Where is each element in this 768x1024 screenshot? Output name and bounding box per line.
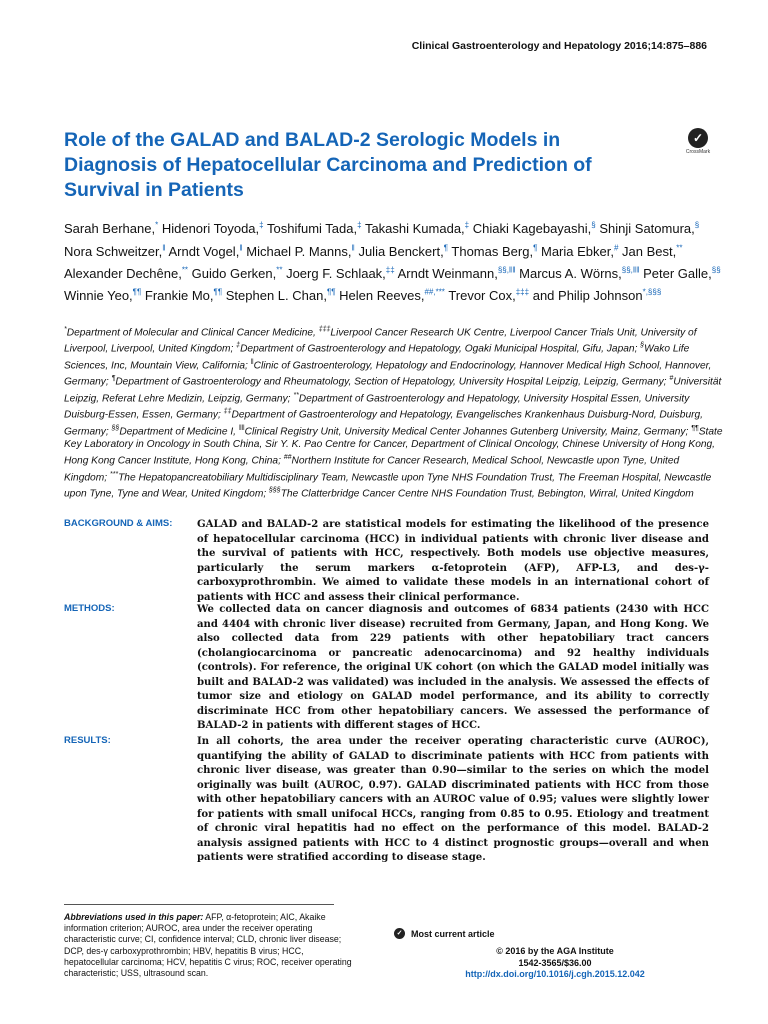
author	[473, 221, 596, 236]
author-name: Thomas Berg,	[451, 243, 534, 259]
affiliation-text: Clinical Registry Unit, University Medical Center Johannes Gutenberg University, Mainz, Germany;	[244, 426, 692, 438]
abbreviations-lead: Abbreviations used in this paper:	[64, 912, 204, 922]
affiliation-mark: §	[640, 342, 645, 350]
author	[267, 221, 362, 236]
author-name: Winnie Yeo,	[64, 288, 133, 304]
author-affiliation-mark: *	[155, 221, 159, 230]
affiliation-mark: ‡	[236, 342, 241, 350]
author-name: Marcus A. Wörns,	[519, 265, 622, 281]
abbreviations-text: AFP, α-fetoprotein; AIC, Akaike information criterion; AUROC, area under the receiver operating characteristic curve; CI, confidence interval; CLD, chronic liver disease; DCP, des-γ carboxyprothrombin; HBV, hepatitis B virus; HCC, hepatocellular carcinoma; HCV, hepatitis C virus; ROC, receiver operating characteristic; USS, ultrasound scan.	[64, 912, 352, 979]
author-name: Alexander Dechêne,	[64, 265, 182, 281]
author-name: Joerg F. Schlaak,	[286, 265, 386, 281]
affiliation-mark: **	[293, 391, 299, 399]
author	[365, 221, 469, 236]
footer-divider	[64, 904, 334, 905]
author-affiliation-mark: §§,‖‖	[621, 265, 640, 275]
abbreviations-note	[64, 912, 354, 979]
crossmark-label: CrossMark	[685, 149, 711, 155]
author-affiliation-mark: ‡	[259, 221, 264, 230]
affiliation-mark: ***	[109, 470, 119, 478]
author-affiliation-mark: §	[694, 221, 700, 230]
author-name: Frankie Mo,	[144, 288, 214, 304]
author-name: Jan Best,	[622, 243, 677, 259]
copyright-line: © 2016 by the AGA Institute	[496, 946, 614, 956]
author-list	[64, 216, 724, 305]
author-name: Toshifumi Tada,	[267, 221, 358, 237]
affiliation-mark: ‖	[250, 358, 254, 366]
author	[192, 266, 283, 281]
author-affiliation-mark: ‖	[162, 243, 166, 253]
affiliation-mark: ‡‡	[223, 408, 232, 416]
crossmark-badge[interactable]	[680, 128, 716, 155]
affiliation-text: Department of Molecular and Clinical Cancer Medicine,	[66, 327, 319, 339]
section-body: In all cohorts, the area under the receiver operating characteristic curve (AUROC), quantifying the ability of GALAD to discriminate patients with HCC from patients with chronic liver disease, was greater than 0.90—similar to the series on which the model originally was built (AUROC, 0.97). GALAD discriminated patients with HCC from those with other hepatobiliary cancers with an AUROC value of 0.95; values were slightly lower for patients with small unifocal HCCs, ranging from 0.85 to 0.95. Etiology and treatment of chronic viral hepatitis had no effect on the performance of this model. BALAD-2 analysis assigned patients with HCC to 4 distinct prognostic groups—overall and when patients were stratified according to disease stage.	[197, 736, 709, 863]
author-affiliation-mark: §§,‖‖	[497, 265, 516, 275]
author-name: Arndt Vogel,	[168, 243, 240, 259]
author	[64, 288, 141, 303]
affiliation-text: Department of Gastroenterology and Hepatology, University Hospital Essen, University Duisburg-Essen, Essen, Germany;	[64, 393, 690, 421]
affiliation-mark: #	[669, 375, 674, 383]
section-body: We collected data on cancer diagnosis and outcomes of 6834 patients (2430 with HCC and 4404 with chronic liver disease) recruited from Germany, Japan, and Hong Kong. We also collected data from 229 patients with other hepatobiliary tract cancers (cholangiocarcinoma or pancreatic adenocarcinoma) and 92 healthy individuals (controls). For reference, the original UK cohort (on which the GALAD model initially was built and BALAD-2 was validated) was included in the analysis. We assessed the effects of tumor size and etiology on GALAD model performance, and its ability to correctly discriminate HCC from other hepatobiliary cancers. We assessed the performance of BALAD-2 in patients with different stages of HCC.	[197, 604, 709, 731]
author-affiliation-mark: **	[181, 265, 189, 275]
affiliation-list	[64, 323, 724, 501]
copyright-block	[430, 946, 680, 981]
author-name: Nora Schweitzer,	[64, 243, 163, 259]
author	[533, 288, 662, 303]
author	[168, 244, 242, 259]
author-name: Michael P. Manns,	[246, 243, 352, 259]
author	[358, 244, 448, 259]
author-affiliation-mark: #	[613, 243, 619, 253]
section-heading: METHODS:	[64, 603, 115, 614]
affiliation-mark: ¶¶	[691, 424, 699, 432]
author-name: Shinji Satomura,	[599, 221, 695, 237]
author-affiliation-mark: *,§§§	[642, 287, 662, 297]
affiliation-mark: ‡‡‡	[318, 326, 331, 333]
author	[599, 221, 699, 236]
author-name: Chiaki Kagebayashi,	[472, 221, 592, 237]
author	[246, 244, 355, 259]
author	[64, 244, 166, 259]
affiliation-text: The Hepatopancreatobiliary Multidisciplinary Team, Newcastle upon Tyne NHS Foundation Trust, The Freeman Hospital, Newcastle upon Tyne, Tyne and Wear, United Kingdom;	[64, 472, 712, 500]
section-heading: BACKGROUND & AIMS:	[64, 518, 173, 529]
author-affiliation-mark: §§	[711, 265, 721, 275]
author	[451, 244, 537, 259]
author	[398, 266, 516, 281]
affiliation-text: State Key Laboratory in Oncology in South China, Sir Y. K. Pao Centre for Cancer, Department of Clinical Oncology, Chinese University of Hong Kong, Hong Kong Cancer Institute, Hong Kong, China;	[64, 426, 723, 467]
crossmark-icon: ✓	[394, 928, 405, 939]
author-name: Hidenori Toyoda,	[161, 221, 260, 237]
author-affiliation-mark: ¶¶	[326, 287, 336, 297]
author	[286, 266, 395, 281]
affiliation-mark: ‖‖	[238, 424, 245, 432]
author-affiliation-mark: **	[676, 243, 683, 253]
author	[64, 266, 188, 281]
issn-price: 1542-3565/$36.00	[518, 957, 592, 968]
affiliation-text: Clinic of Gastroenterology, Hepatology and Endocrinology, Hannover Medical High School, Hannover, Germany;	[64, 360, 712, 388]
affiliation-mark: ##	[283, 454, 292, 462]
author	[541, 244, 618, 259]
author-name: Peter Galle,	[643, 265, 712, 281]
doi-link[interactable]: http://dx.doi.org/10.1016/j.cgh.2015.12.042	[465, 969, 645, 979]
author-affiliation-mark: §	[591, 221, 596, 230]
author-name: Sarah Berhane,	[64, 221, 156, 237]
author	[339, 288, 445, 303]
affiliation-text: Liverpool Cancer Research UK Centre, Liverpool Cancer Trials Unit, University of Liverpool, Liverpool, United Kingdom;	[64, 327, 697, 355]
author-name: Stephen L. Chan,	[225, 288, 327, 304]
crossmark-icon: ✓	[688, 128, 708, 148]
author-name: Helen Reeves,	[339, 288, 425, 304]
author-affiliation-mark: ##,***	[424, 287, 445, 297]
affiliation-text: Department of Medicine I,	[119, 426, 239, 438]
author	[643, 266, 721, 281]
affiliation-mark: §§	[111, 424, 120, 432]
author-name: Guido Gerken,	[191, 265, 277, 281]
most-current-label: Most current article	[411, 928, 495, 939]
author	[226, 288, 336, 303]
section-heading: RESULTS:	[64, 735, 111, 746]
author	[519, 266, 639, 281]
author-affiliation-mark: ‡‡	[385, 265, 395, 275]
author-name: and Philip Johnson	[532, 288, 643, 304]
journal-header: Clinical Gastroenterology and Hepatology 2016;14:875–886	[411, 40, 707, 52]
author-affiliation-mark: ¶¶	[132, 287, 142, 297]
affiliation-text: Department of Gastroenterology and Rheumatology, Section of Hepatology, University Hospital Leipzig, Leipzig, Germany;	[115, 376, 670, 388]
author-affiliation-mark: **	[276, 265, 283, 275]
author-affiliation-mark: ‖	[351, 243, 355, 253]
author	[162, 221, 264, 236]
most-current-article[interactable]	[394, 928, 495, 939]
affiliation-text: The Clatterbridge Cancer Centre NHS Foundation Trust, Bebington, Wirral, United Kingdom	[280, 488, 694, 500]
author	[64, 221, 158, 236]
affiliation-mark: *	[64, 326, 67, 333]
author-affiliation-mark: ‡‡‡	[515, 287, 530, 297]
affiliation-text: Department of Gastroenterology and Hepatology, Evangelisches Krankenhaus Duisburg-Nord, Duisburg, Germany;	[64, 409, 703, 438]
author-affiliation-mark: ‡	[464, 221, 470, 230]
author-name: Trevor Cox,	[448, 288, 516, 304]
author-name: Julia Benckert,	[358, 243, 444, 259]
affiliation-mark: §§§	[269, 487, 281, 495]
author-affiliation-mark: ¶	[443, 243, 449, 253]
affiliation-mark: ¶	[111, 375, 116, 383]
section-body: GALAD and BALAD-2 are statistical models for estimating the likelihood of the presence of hepatocellular carcinoma (HCC) in individual patients with chronic liver disease and the survival of patients with HCC, respectively. Both models use objective measures, particularly the serum markers α-fetoprotein (AFP), AFP-L3, and des-γ-carboxyprothrombin. We aimed to validate these models in an international cohort of patients with HCC and assess their clinical performance.	[197, 519, 709, 603]
affiliation-text: Universität Leipzig, Referat Lehre Medizin, Leipzig, Germany;	[64, 376, 722, 405]
author	[448, 288, 529, 303]
affiliation-text: Wako Life Sciences, Inc, Mountain View, California;	[64, 343, 690, 372]
author-affiliation-mark: ¶	[533, 243, 538, 253]
author-affiliation-mark: ‡	[357, 221, 362, 230]
author-name: Maria Ebker,	[540, 243, 614, 259]
article-title: Role of the GALAD and BALAD-2 Serologic Models in Diagnosis of Hepatocellular Carcinoma and Prediction of Survival in Patients	[64, 129, 592, 201]
affiliation-text: Northern Institute for Cancer Research, Medical School, Newcastle upon Tyne, United Kingdom;	[64, 455, 680, 484]
author-affiliation-mark: ¶¶	[213, 287, 223, 297]
author-name: Takashi Kumada,	[364, 221, 465, 237]
author	[145, 288, 222, 303]
author-name: Arndt Weinmann,	[397, 265, 498, 281]
affiliation-text: Department of Gastroenterology and Hepatology, Ogaki Municipal Hospital, Gifu, Japan;	[240, 343, 641, 355]
author-affiliation-mark: ‖	[239, 243, 243, 253]
author	[622, 244, 682, 259]
